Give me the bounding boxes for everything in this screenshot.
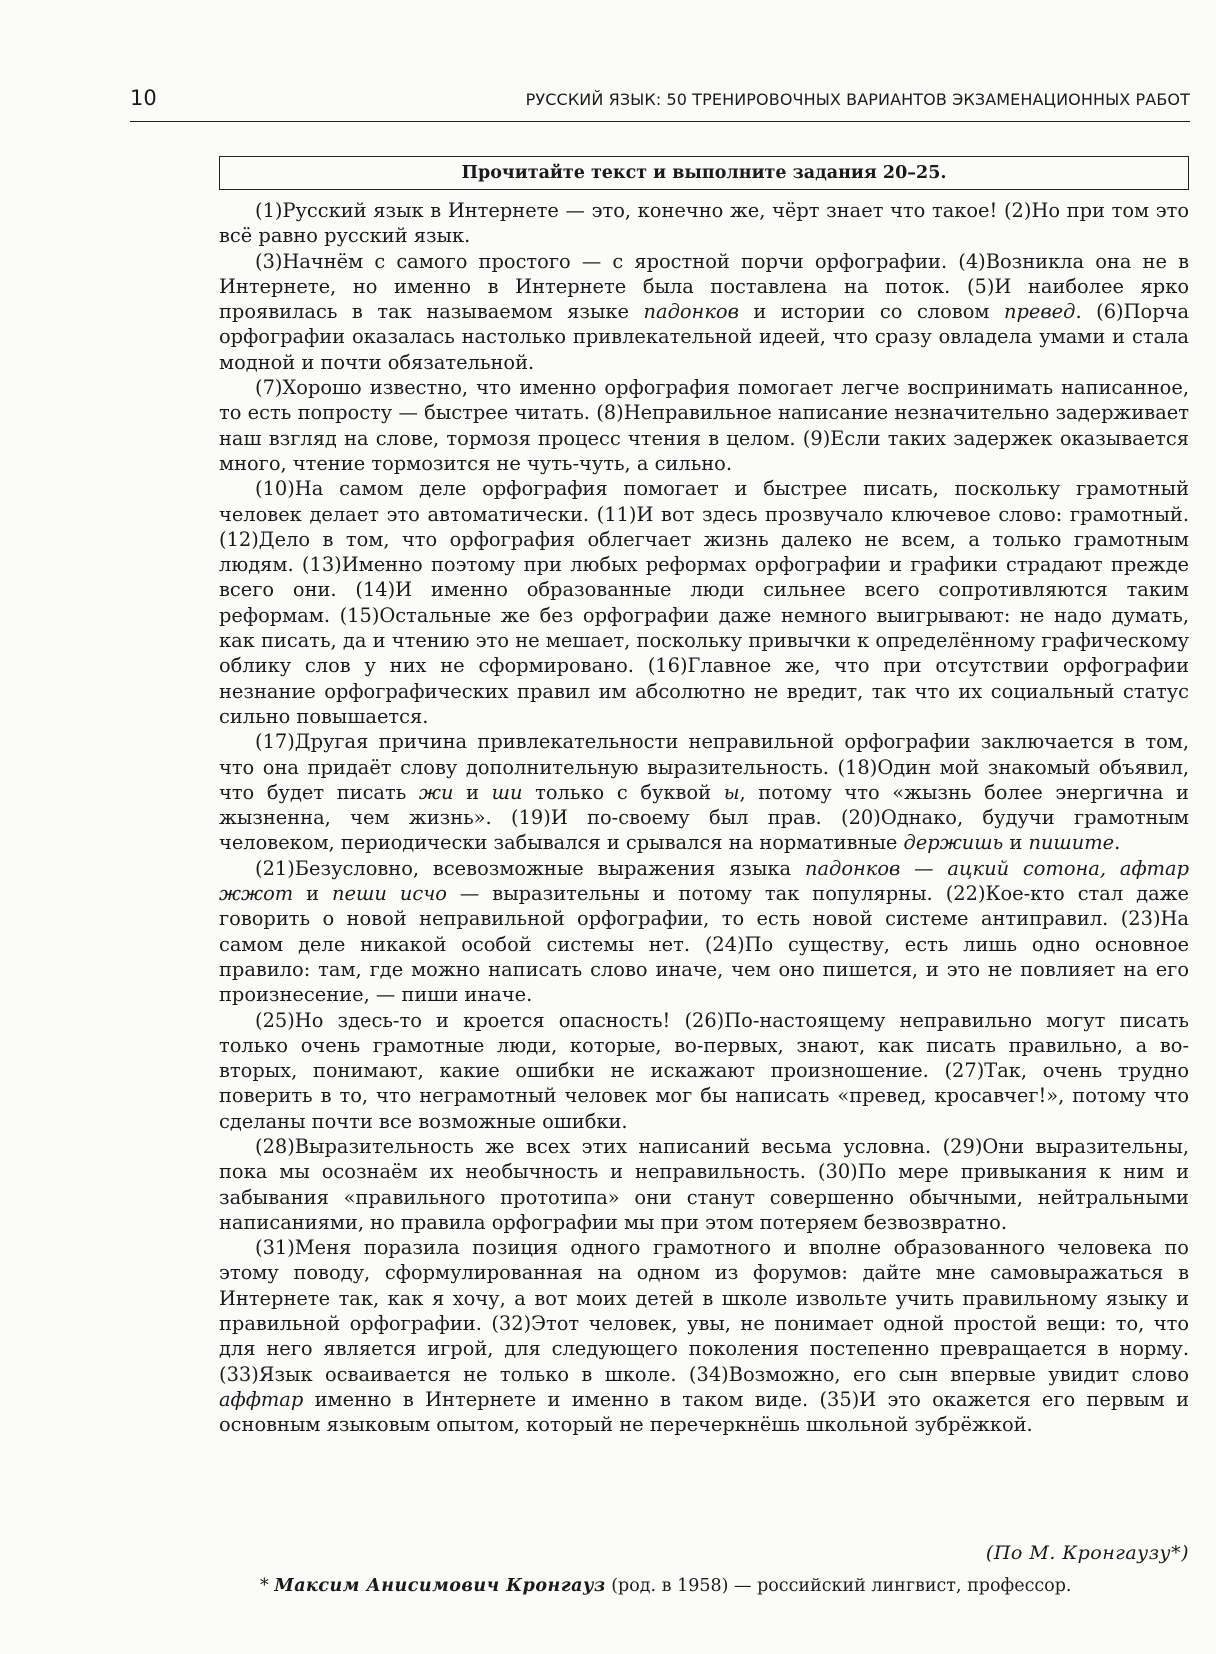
task-instruction: Прочитайте текст и выполните задания 20–25.: [461, 163, 947, 183]
text-run: именно в Интернете и именно в таком виде. (35)И это окажется его первым и основным языковым опытом, который не перечеркнёшь школьной зубрёжкой.: [219, 1387, 1189, 1437]
text-body: [219, 198, 1189, 1438]
text-run: (28)Выразительность же всех этих написаний весьма условна. (29)Они выразительны, пока мы осознаём их необычность и неправильность. (30)По мере привыкания к ним и забывания «правильного прототипа» они станут совершенно обычными, нейтральными написаниями, но правила орфографии мы при этом потеряем безвозвратно.: [219, 1134, 1189, 1234]
italic-run: держишь: [903, 831, 1004, 855]
italic-run: падонков — ацкий сотона, афтар жжот: [219, 856, 1189, 906]
italic-run: аффтар: [219, 1387, 304, 1411]
page-number: 10: [130, 86, 157, 110]
text-paragraph: [219, 249, 1189, 375]
text-run: (7)Хорошо известно, что именно орфография помогает легче воспринимать написанное, то есть попросту — быстрее читать. (8)Неправильное написание незначительно задерживает наш взгляд на слове, тормозя процесс чтения в целом. (9)Если таких задержек оказывается много, чтение тормозится не чуть-чуть, а сильно.: [219, 376, 1189, 475]
italic-run: падонков: [643, 300, 739, 324]
task-instruction-box: [219, 156, 1189, 190]
footnote-name: Максим Анисимович Кронгауз: [274, 1576, 606, 1596]
text-run: (25)Но здесь-то и кроется опасность! (26)По-настоящему неправильно могут писать только очень грамотные люди, которые, во-первых, знают, как писать правильно, а во-вторых, понимают, какие ошибки не искажают произношение. (27)Так, очень трудно поверить в то, что неграмотный человек мог бы написать «превед, кросавчег!», потому что сделаны почти все возможные ошибки.: [219, 1008, 1189, 1133]
text-paragraph: [219, 729, 1189, 855]
text-run: .: [1114, 831, 1121, 855]
footnote-text: (род. в 1958) — российский лингвист, профессор.: [605, 1576, 1072, 1596]
text-run: (17)Другая причина привлекательности неправильной орфографии заключается в том, что она придаёт слову дополнительную выразительность. (18)Один мой знакомый объявил, что будет писать: [219, 730, 1189, 804]
italic-run: ши: [491, 780, 523, 804]
text-paragraph: [219, 1235, 1189, 1437]
text-run: (21)Безусловно, всевозможные выражения языка: [255, 856, 805, 880]
text-run: . (6)Порча орфографии оказалась настолько привлекательной идеей, что сразу овладела умами и стала модной и почти обязательной.: [219, 300, 1190, 374]
text-paragraph: [219, 1134, 1189, 1235]
text-run: и: [453, 780, 492, 804]
text-paragraph: [219, 1008, 1189, 1134]
text-run: (10)На самом деле орфография помогает и быстрее писать, поскольку грамотный человек делает это автоматически. (11)И вот здесь прозвучало ключевое слово: грамотный. (12)Дело в том, что орфография облегчает жизнь далеко не всем, а только грамотным людям. (13)Именно поэтому при любых реформах орфографии и графики страдают прежде всего они. (14)И именно образованные люди сильнее всего сопротивляются таким реформам. (15)Остальные же без орфографии даже немного выигрывают: не надо думать, как писать, да и чтению это не мешает, поскольку привычки к определённому графическому облику слов у них не сформировано. (16)Главное же, что при отсутствии орфографии незнание орфографических правил им абсолютно не вредит, так что их социальный статус сильно повышается.: [219, 477, 1189, 728]
text-paragraph: [219, 198, 1189, 249]
italic-run: пеши исчо: [332, 882, 447, 906]
italic-run: превед: [1004, 300, 1076, 324]
text-paragraph: [219, 476, 1189, 729]
footnote-marker: *: [260, 1576, 275, 1596]
text-paragraph: [219, 375, 1189, 476]
attribution: (По М. Кронгаузу*): [985, 1542, 1189, 1564]
text-run: , потому что «жызнь более энергична и жызненна, чем жизнь». (19)И по-своему был прав. (20)Однако, будучи грамотным человеком, периодически забывался и срывался на нормативные: [219, 780, 1189, 855]
running-header: РУССКИЙ ЯЗЫК: 50 ТРЕНИРОВОЧНЫХ ВАРИАНТОВ ЭКЗАМЕНАЦИОННЫХ РАБОТ: [525, 90, 1190, 109]
text-run: (31)Меня поразила позиция одного грамотного и вполне образованного человека по этому поводу, сформулированная на одном из форумов: дайте мне самовыражаться в Интернете так, как я хочу, а вот моих детей в школе извольте учить правильному языку и правильной орфографии. (32)Этот человек, увы, не понимает одной простой вещи: то, что для него является игрой, для следующего поколения постепенно превращается в норму. (33)Язык осваивается не только в школе. (34)Возможно, его сын впервые увидит слово: [219, 1236, 1189, 1386]
text-run: (3)Начнём с самого простого — с яростной порчи орфографии. (4)Возникла она не в Интернете, но именно в Интернете была поставлена на поток. (5)И наиболее ярко проявилась в так называемом языке: [219, 249, 1189, 324]
text-run: и истории со словом: [738, 300, 1005, 324]
header-rule: [130, 121, 1190, 122]
text-run: (1)Русский язык в Интернете — это, конечно же, чёрт знает что такое! (2)Но при том это всё равно русский язык.: [219, 199, 1189, 248]
italic-run: пишите: [1028, 831, 1115, 855]
text-paragraph: [219, 856, 1189, 1008]
text-run: и: [293, 882, 333, 906]
text-run: — выразительны и потому так популярны. (22)Кое-кто стал даже говорить о новой неправильной орфографии, то есть новой системе антиправил. (23)На самом деле никакой особой системы нет. (24)По существу, есть лишь одно основное правило: там, где можно написать слово иначе, чем оно пишется, и это не повлияет на его произнесение, — пиши иначе.: [219, 882, 1189, 1007]
footnote: [260, 1576, 1071, 1596]
italic-run: ы: [723, 780, 740, 804]
text-run: и: [1003, 831, 1029, 855]
italic-run: жи: [418, 780, 454, 804]
text-run: только с буквой: [522, 780, 724, 804]
